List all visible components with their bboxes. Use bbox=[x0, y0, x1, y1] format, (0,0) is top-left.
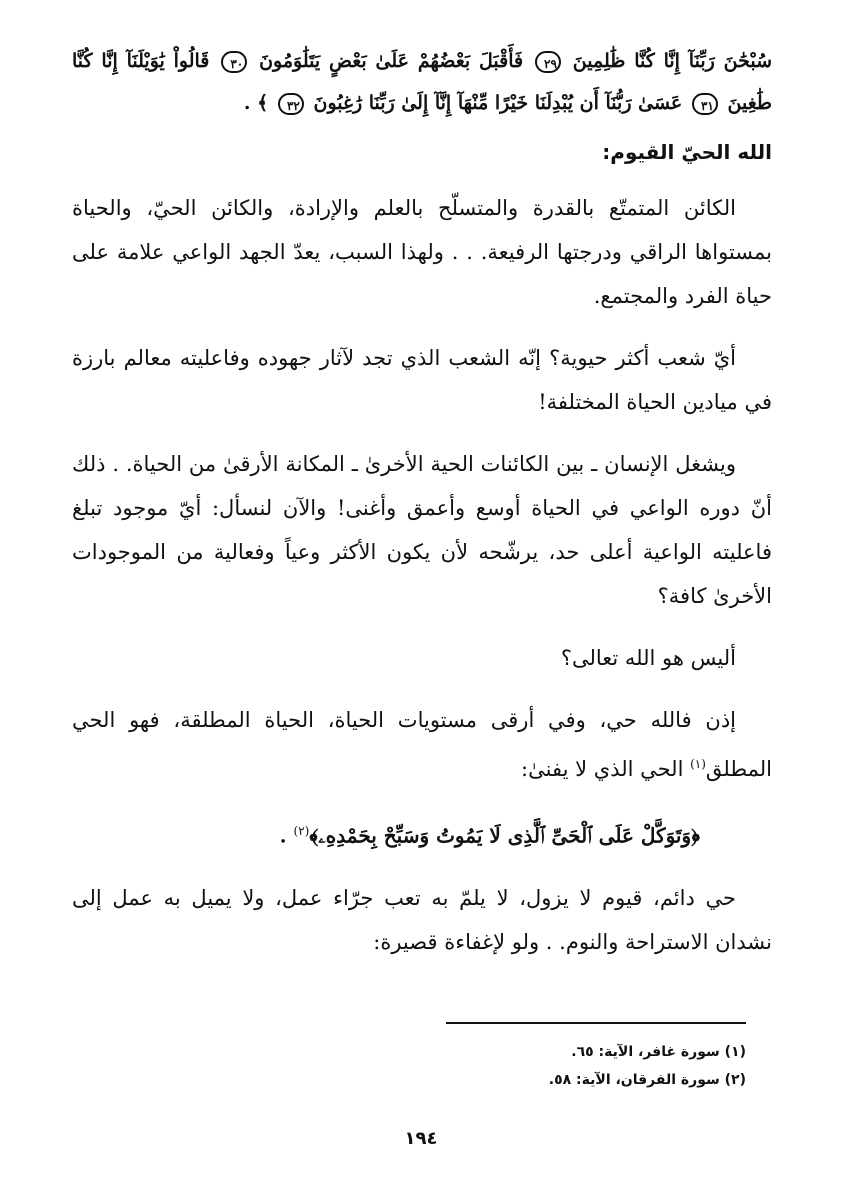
section-heading: الله الحيّ القيوم: bbox=[602, 140, 772, 164]
ayah-number-mark: ٣٠ bbox=[221, 51, 247, 73]
paragraph-1: الكائن المتمتّع بالقدرة والمتسلّح بالعلم والإرادة، والكائن الحيّ، والحياة بمستواها الراقي ودرجتها الرفيعة. . . ولهذا السبب، يعدّ الجهد الواعي علامة على حياة الفرد والمجتمع. bbox=[72, 196, 772, 308]
paragraph-2: أيّ شعب أكثر حيوية؟ إنّه الشعب الذي تجد لآثار جهوده وفاعليته معالم بارزة في ميادين الحياة المختلفة! bbox=[72, 346, 772, 414]
page-body bbox=[72, 40, 772, 982]
verse-text: سُبْحَٰنَ رَبِّنَآ إِنَّا كُنَّا ظَٰلِمِينَ bbox=[572, 50, 772, 72]
footnote-ref-1: (١) bbox=[690, 757, 706, 771]
paragraph-3: ويشغل الإنسان ـ بين الكائنات الحية الأخرىٰ ـ المكانة الأرقىٰ من الحياة. . ذلك أنّ دوره الواعي في الحياة أوسع وأعمق وأغنى! والآن لنسأل: أيّ موجود تبلغ فاعليته الواعية أعلى حد، يرشّحه لأن يكون الأكثر وعياً وفعالية من الموجودات الأخرىٰ كافة؟ bbox=[72, 452, 772, 608]
verse-tail: . bbox=[279, 823, 294, 848]
verse-text: قَالُواْ يَٰوَيْلَنَآ إِنَّا كُنَّا طَٰغِينَ bbox=[72, 50, 772, 114]
verse-text: ﴿وَتَوَكَّلْ عَلَى ٱلْحَىِّ ٱلَّذِى لَا يَمُوتُ وَسَبِّحْ بِحَمْدِهِۦ﴾ bbox=[309, 823, 700, 848]
paragraph-7: حي دائم، قيوم لا يزول، لا يلمّ به تعب جرّاء عمل، ولا يميل به عمل إلى نشدان الاستراحة والنوم. . ولو لإغفاءة قصيرة: bbox=[72, 885, 772, 954]
verse-close-bracket: ﴾ . bbox=[243, 92, 269, 114]
quran-verse-mid bbox=[72, 809, 772, 858]
quran-verses-top bbox=[72, 40, 772, 124]
verse-text: فَأَقْبَلَ بَعْضُهُمْ عَلَىٰ بَعْضٍ يَتَلَٰوَمُونَ bbox=[259, 50, 524, 72]
footnotes bbox=[146, 1038, 746, 1094]
footnote-1: (١) سورة غافر، الآية: ٦٥. bbox=[571, 1044, 746, 1060]
footnote-ref-2: (٢) bbox=[293, 824, 310, 838]
ayah-number-mark: ٣١ bbox=[692, 93, 718, 115]
ayah-number-mark: ٢٩ bbox=[535, 51, 561, 73]
paragraph-5 bbox=[72, 698, 772, 791]
footnote-divider bbox=[446, 1022, 746, 1024]
footnote-2: (٢) سورة الفرقان، الآية: ٥٨. bbox=[548, 1072, 746, 1088]
paragraph-4: أليس هو الله تعالى؟ bbox=[560, 646, 736, 670]
page-number: ١٩٤ bbox=[404, 1128, 438, 1149]
paragraph-5-text: إذن فالله حي، وفي أرقى مستويات الحياة، الحياة المطلقة، فهو الحي المطلق bbox=[72, 708, 772, 781]
paragraph-5-tail: الحي الذي لا يفنىٰ: bbox=[521, 757, 691, 781]
ayah-number-mark: ٣٢ bbox=[278, 93, 304, 115]
verse-text: عَسَىٰ رَبُّنَآ أَن يُبْدِلَنَا خَيْرًا مِّنْهَآ إِنَّآ إِلَىٰ رَبِّنَا رَٰغِبُونَ bbox=[313, 92, 683, 114]
